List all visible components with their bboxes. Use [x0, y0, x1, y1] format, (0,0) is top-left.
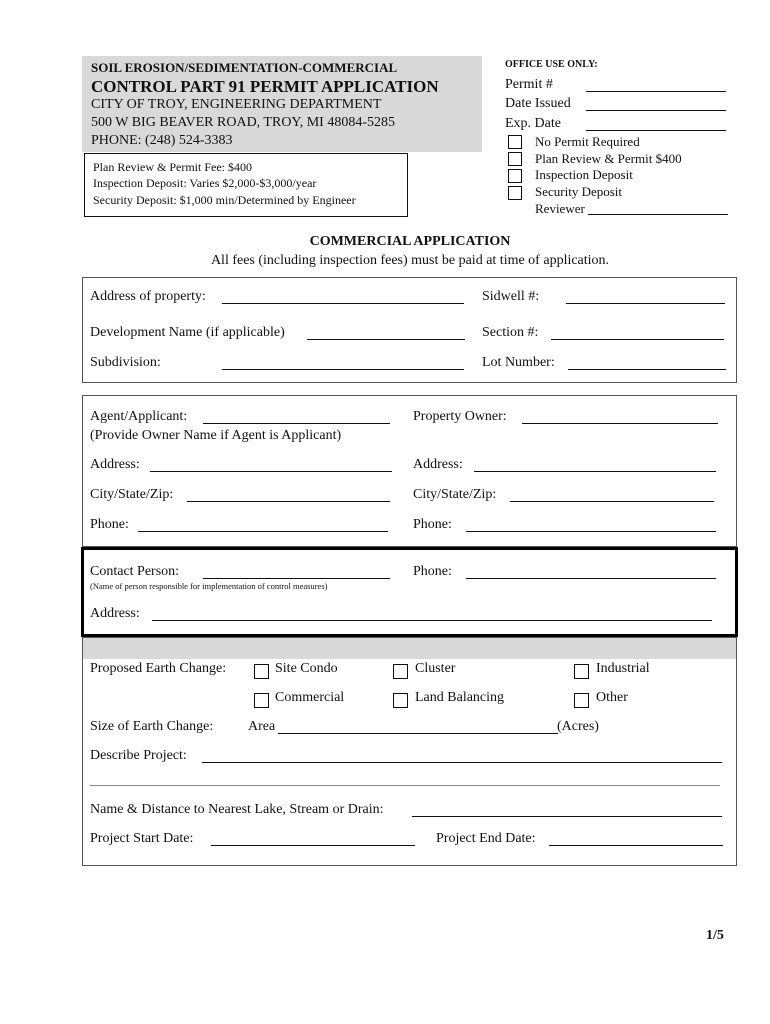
owner-phone-label: Phone:: [413, 517, 452, 532]
owner-address-field[interactable]: [474, 471, 716, 472]
header-phone: PHONE: (248) 524-3383: [91, 133, 233, 148]
agent-city-label: City/State/Zip:: [90, 487, 174, 502]
property-owner-label: Property Owner:: [413, 409, 507, 424]
office-exp-date-label: Exp. Date: [505, 116, 561, 131]
fee-security-deposit: Security Deposit: $1,000 min/Determined by Engineer: [93, 193, 356, 207]
property-address-label: Address of property:: [90, 289, 206, 304]
office-security-deposit-checkbox[interactable]: [508, 186, 522, 200]
other-checkbox[interactable]: [574, 693, 589, 708]
fee-plan-review: Plan Review & Permit Fee: $400: [93, 160, 252, 174]
fee-inspection-deposit: Inspection Deposit: Varies $2,000-$3,000/year: [93, 176, 317, 190]
contact-address-label: Address:: [90, 606, 140, 621]
contact-address-field[interactable]: [152, 620, 712, 621]
office-plan-review-checkbox[interactable]: [508, 152, 522, 166]
office-inspection-deposit-checkbox[interactable]: [508, 169, 522, 183]
application-subtitle: All fees (including inspection fees) must be paid at time of application.: [210, 253, 610, 268]
commercial-checkbox[interactable]: [254, 693, 269, 708]
office-date-issued-label: Date Issued: [505, 96, 571, 111]
project-start-date-label: Project Start Date:: [90, 831, 194, 846]
agent-address-label: Address:: [90, 457, 140, 472]
agent-applicant-note: (Provide Owner Name if Agent is Applicant): [90, 428, 342, 443]
lot-number-field[interactable]: [568, 369, 726, 370]
industrial-checkbox[interactable]: [574, 664, 589, 679]
industrial-label: Industrial: [596, 661, 650, 676]
sidwell-label: Sidwell #:: [482, 289, 540, 304]
contact-person-label: Contact Person:: [90, 564, 180, 579]
project-end-date-field[interactable]: [549, 845, 723, 846]
site-condo-checkbox[interactable]: [254, 664, 269, 679]
header-title-line2: CONTROL PART 91 PERMIT APPLICATION: [91, 77, 439, 96]
header-address: 500 W BIG BEAVER ROAD, TROY, MI 48084-5285: [91, 115, 396, 130]
agent-phone-label: Phone:: [90, 517, 129, 532]
property-owner-field[interactable]: [522, 423, 718, 424]
proposed-earth-change-label: Proposed Earth Change:: [90, 661, 227, 676]
acres-label: (Acres): [557, 719, 599, 734]
header-department: CITY OF TROY, ENGINEERING DEPARTMENT: [91, 97, 382, 112]
land-balancing-checkbox[interactable]: [393, 693, 408, 708]
area-field[interactable]: [278, 733, 558, 734]
office-date-issued-field[interactable]: [586, 110, 726, 111]
office-reviewer-field[interactable]: [588, 214, 728, 215]
owner-city-field[interactable]: [510, 501, 714, 502]
page-number: 1/5: [706, 928, 724, 943]
describe-project-field[interactable]: [202, 762, 722, 763]
office-no-permit-label: No Permit Required: [535, 134, 640, 149]
contact-phone-label: Phone:: [413, 564, 452, 579]
size-earth-change-label: Size of Earth Change:: [90, 719, 214, 734]
office-plan-review-label: Plan Review & Permit $400: [535, 151, 682, 166]
agent-city-field[interactable]: [187, 501, 390, 502]
office-exp-date-field[interactable]: [586, 130, 726, 131]
project-end-date-label: Project End Date:: [436, 831, 536, 846]
sidwell-field[interactable]: [566, 303, 725, 304]
contact-phone-field[interactable]: [466, 578, 716, 579]
contact-person-field[interactable]: [203, 578, 390, 579]
describe-project-field-line2[interactable]: [90, 785, 720, 786]
office-permit-label: Permit #: [505, 77, 553, 92]
owner-address-label: Address:: [413, 457, 463, 472]
subdivision-label: Subdivision:: [90, 355, 161, 370]
other-label: Other: [596, 690, 628, 705]
header-title-line1: SOIL EROSION/SEDIMENTATION-COMMERCIAL: [91, 60, 398, 75]
subdivision-field[interactable]: [222, 369, 464, 370]
office-use-title: OFFICE USE ONLY:: [505, 59, 598, 70]
owner-phone-field[interactable]: [466, 531, 716, 532]
cluster-checkbox[interactable]: [393, 664, 408, 679]
earth-change-band: [83, 638, 736, 659]
site-condo-label: Site Condo: [275, 661, 338, 676]
contact-person-section: [81, 547, 738, 637]
owner-city-label: City/State/Zip:: [413, 487, 497, 502]
contact-person-note: (Name of person responsible for implementation of control measures): [90, 581, 328, 591]
land-balancing-label: Land Balancing: [415, 690, 505, 705]
area-label: Area: [248, 719, 276, 734]
cluster-label: Cluster: [415, 661, 456, 676]
office-no-permit-checkbox[interactable]: [508, 135, 522, 149]
office-reviewer-label: Reviewer: [535, 201, 585, 216]
describe-project-label: Describe Project:: [90, 748, 187, 763]
lot-number-label: Lot Number:: [482, 355, 555, 370]
section-number-field[interactable]: [551, 339, 724, 340]
nearest-water-label: Name & Distance to Nearest Lake, Stream or Drain:: [90, 802, 384, 817]
agent-address-field[interactable]: [150, 471, 392, 472]
project-start-date-field[interactable]: [211, 845, 415, 846]
nearest-water-field[interactable]: [412, 816, 722, 817]
development-name-field[interactable]: [307, 339, 465, 340]
section-number-label: Section #:: [482, 325, 539, 340]
office-permit-field[interactable]: [586, 91, 726, 92]
property-address-field[interactable]: [222, 303, 464, 304]
commercial-label: Commercial: [275, 690, 345, 705]
agent-applicant-field[interactable]: [203, 423, 390, 424]
office-security-deposit-label: Security Deposit: [535, 184, 623, 199]
office-inspection-deposit-label: Inspection Deposit: [535, 167, 633, 182]
application-title: COMMERCIAL APPLICATION: [309, 234, 511, 249]
development-name-label: Development Name (if applicable): [90, 325, 285, 340]
agent-applicant-label: Agent/Applicant:: [90, 409, 188, 424]
agent-phone-field[interactable]: [138, 531, 388, 532]
